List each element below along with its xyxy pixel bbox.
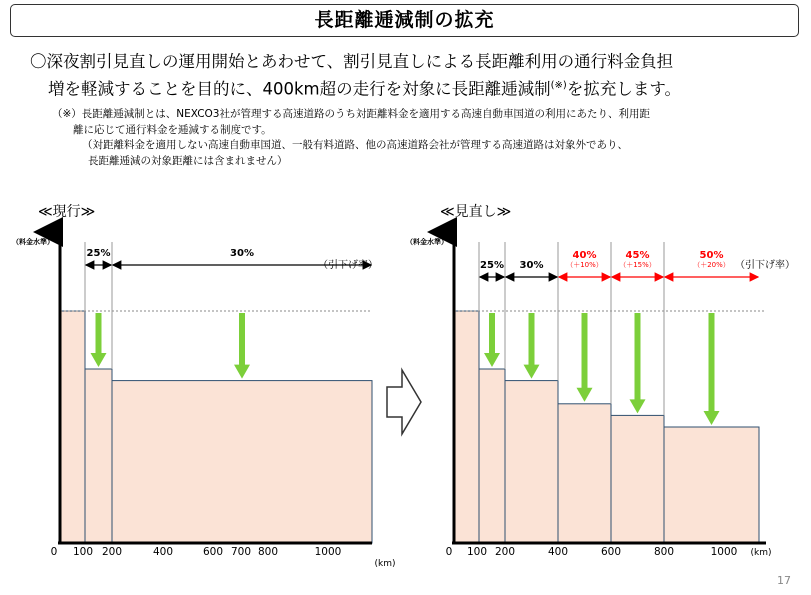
footnote-line-1: （※）長距離逓減制とは、NEXCO3社が管理する高速道路のうち対距離料金を適用する高速自動車国道の利用にあたり、利用距 bbox=[52, 108, 650, 120]
revised-bar bbox=[558, 404, 611, 543]
revised-rate-increase-label: （＋10%） bbox=[566, 261, 603, 269]
revised-bar bbox=[454, 311, 479, 543]
revised-rate-label: 40% bbox=[572, 250, 597, 261]
revised-decrease-arrow-icon bbox=[524, 313, 540, 379]
revised-rate-label: 50% bbox=[699, 250, 724, 261]
revised-bar bbox=[505, 381, 558, 543]
current-x-tick-label: 700 bbox=[230, 546, 252, 558]
current-decrease-arrow-icon bbox=[91, 313, 107, 367]
revised-chart-title: ≪見直し≫ bbox=[440, 204, 512, 220]
footnote-line-4: 長距離逓減の対象距離には含まれません） bbox=[88, 154, 288, 167]
current-x-tick-label: 100 bbox=[72, 546, 94, 558]
current-x-tick-label: 200 bbox=[101, 546, 123, 558]
current-bar bbox=[85, 369, 112, 543]
revised-x-tick-label: 800 bbox=[653, 546, 675, 558]
current-rate-label: 30% bbox=[230, 248, 254, 259]
revised-bar bbox=[611, 415, 664, 543]
revised-x-tick-label: 600 bbox=[600, 546, 622, 558]
revised-bar bbox=[664, 427, 759, 543]
current-chart-title: ≪現行≫ bbox=[38, 204, 96, 220]
revised-rate-increase-label: （＋15%） bbox=[619, 261, 656, 269]
revised-x-axis-label: (km) bbox=[750, 548, 772, 558]
revised-decrease-arrow-icon bbox=[630, 313, 646, 413]
footnote-line-3: （対距離料金を適用しない高速自動車国道、一般有料道路、他の高速道路会社が管理する高速道路は対象外であり、 bbox=[82, 139, 628, 151]
current-rate-label: 25% bbox=[86, 248, 111, 259]
current-rate-legend-label: （引下げ率） bbox=[318, 260, 378, 271]
footnote-marker: (※) bbox=[550, 80, 567, 91]
current-bar bbox=[60, 311, 85, 543]
revised-x-tick-label: 0 bbox=[445, 546, 453, 558]
current-decrease-arrow-icon bbox=[234, 313, 250, 379]
intro-line-2b-text: を拡充します。 bbox=[566, 79, 681, 99]
current-x-tick-label: 1000 bbox=[314, 546, 342, 558]
page-number: 17 bbox=[777, 574, 791, 587]
current-x-tick-label: 0 bbox=[50, 546, 58, 558]
intro-line-2a-text: 増を軽減することを目的に、400km超の走行を対象に長距離逓減制 bbox=[48, 79, 551, 99]
bullet-icon: 〇 bbox=[30, 52, 47, 71]
right-arrow-outline-icon bbox=[387, 370, 421, 434]
revised-decrease-arrow-icon bbox=[704, 313, 720, 425]
revised-rate-label: 45% bbox=[625, 250, 650, 261]
revised-y-axis-label: （料金水準） bbox=[406, 238, 448, 246]
current-y-axis-label: （料金水準） bbox=[12, 238, 54, 246]
revised-x-tick-label: 100 bbox=[466, 546, 488, 558]
page-title: 長距離逓減制の拡充 bbox=[314, 9, 495, 31]
current-x-tick-label: 400 bbox=[152, 546, 174, 558]
footnote-line-2: 離に応じて通行料金を逓減する制度です。 bbox=[73, 123, 272, 136]
revised-decrease-arrow-icon bbox=[577, 313, 593, 402]
revised-x-tick-label: 200 bbox=[494, 546, 516, 558]
revised-rate-label: 25% bbox=[480, 260, 504, 271]
revised-rate-increase-label: （＋20%） bbox=[693, 261, 730, 269]
revised-rate-label: 30% bbox=[519, 260, 544, 271]
revised-bar bbox=[479, 369, 505, 543]
revised-x-tick-label: 1000 bbox=[710, 546, 738, 558]
current-x-axis-label: (km) bbox=[374, 559, 396, 569]
revised-rate-legend-label: （引下げ率） bbox=[735, 260, 795, 271]
current-x-tick-label: 600 bbox=[202, 546, 224, 558]
current-x-tick-label: 800 bbox=[257, 546, 279, 558]
revised-decrease-arrow-icon bbox=[484, 313, 500, 367]
intro-line-1-text: 深夜割引見直しの運用開始とあわせて、割引見直しによる長距離利用の通行料金負担 bbox=[46, 52, 674, 71]
revised-x-tick-label: 400 bbox=[547, 546, 569, 558]
current-bar bbox=[112, 381, 372, 543]
